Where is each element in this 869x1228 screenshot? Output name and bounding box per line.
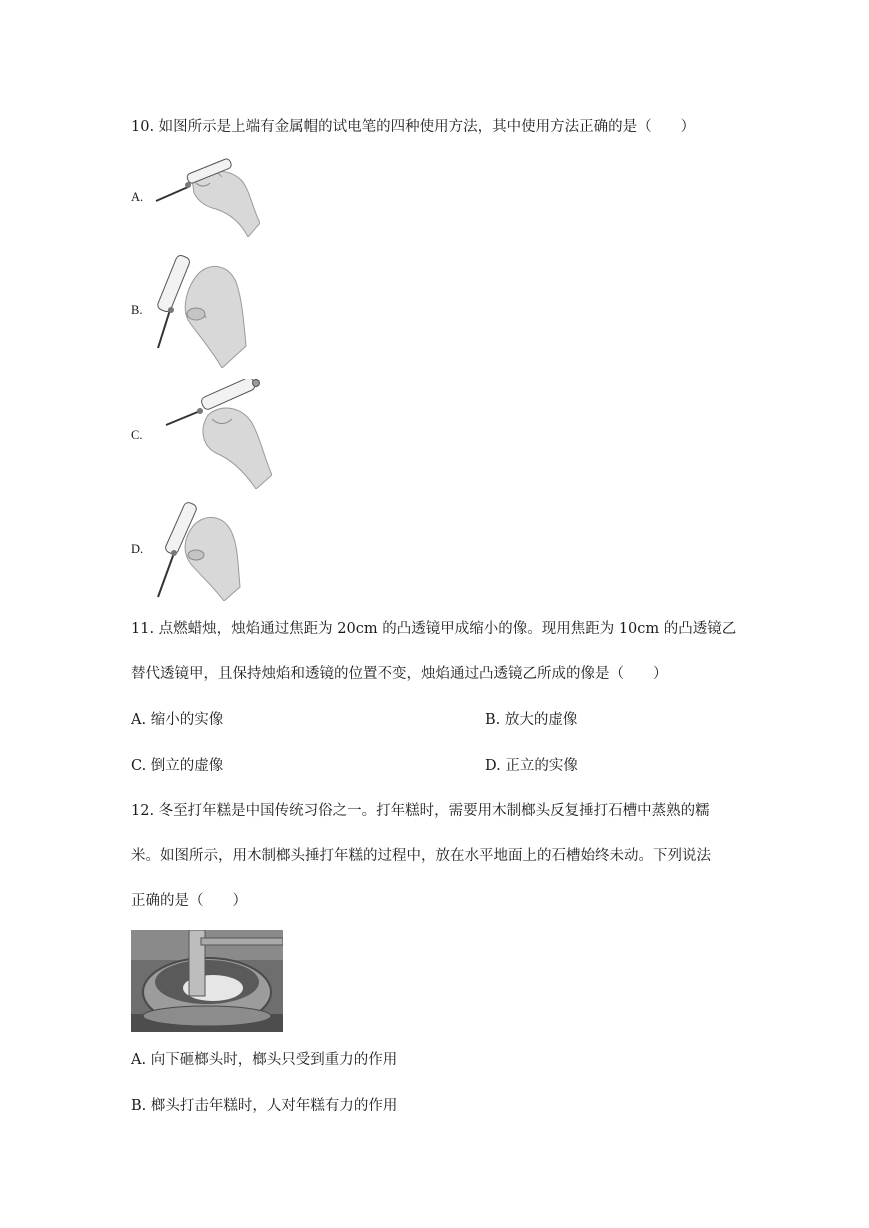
q11-stem-line-2: 替代透镜甲，且保持烛焰和透镜的位置不变，烛焰通过凸透镜乙所成的像是（ ） [131, 666, 668, 682]
q12-option-b: B. 榔头打击年糕时，人对年糕有力的作用 [131, 1098, 398, 1114]
q11-option-d: D. 正立的实像 [485, 758, 578, 774]
q12-photo [131, 930, 283, 1032]
q12-stem-line-1: 12. 冬至打年糕是中国传统习俗之一。打年糕时，需要用木制榔头反复捶打石槽中蒸熟的糯 [131, 803, 710, 819]
q10-option-a-label: A. [131, 190, 144, 204]
q10-option-b-figure [152, 250, 248, 368]
q10-option-d-label: D. [131, 542, 144, 556]
q12-option-a: A. 向下砸榔头时，榔头只受到重力的作用 [131, 1052, 398, 1068]
q10-stem: 10. 如图所示是上端有金属帽的试电笔的四种使用方法，其中使用方法正确的是（ ） [131, 119, 696, 135]
q11-stem-line-1: 11. 点燃蜡烛，烛焰通过焦距为 20cm 的凸透镜甲成缩小的像。现用焦距为 10cm 的凸透镜乙 [131, 621, 737, 637]
q10-option-a-figure [152, 157, 260, 237]
q11-option-b: B. 放大的虚像 [485, 712, 578, 728]
q11-option-c: C. 倒立的虚像 [131, 758, 224, 774]
q12-stem-line-3: 正确的是（ ） [131, 893, 247, 909]
q12-stem-line-2: 米。如图所示，用木制榔头捶打年糕的过程中，放在水平地面上的石槽始终未动。下列说法 [131, 848, 711, 864]
q10-option-d-figure [152, 497, 244, 601]
q11-option-a: A. 缩小的实像 [131, 712, 224, 728]
q10-option-b-label: B. [131, 303, 143, 317]
q10-option-c-figure [152, 379, 272, 489]
q10-option-c-label: C. [131, 428, 143, 442]
